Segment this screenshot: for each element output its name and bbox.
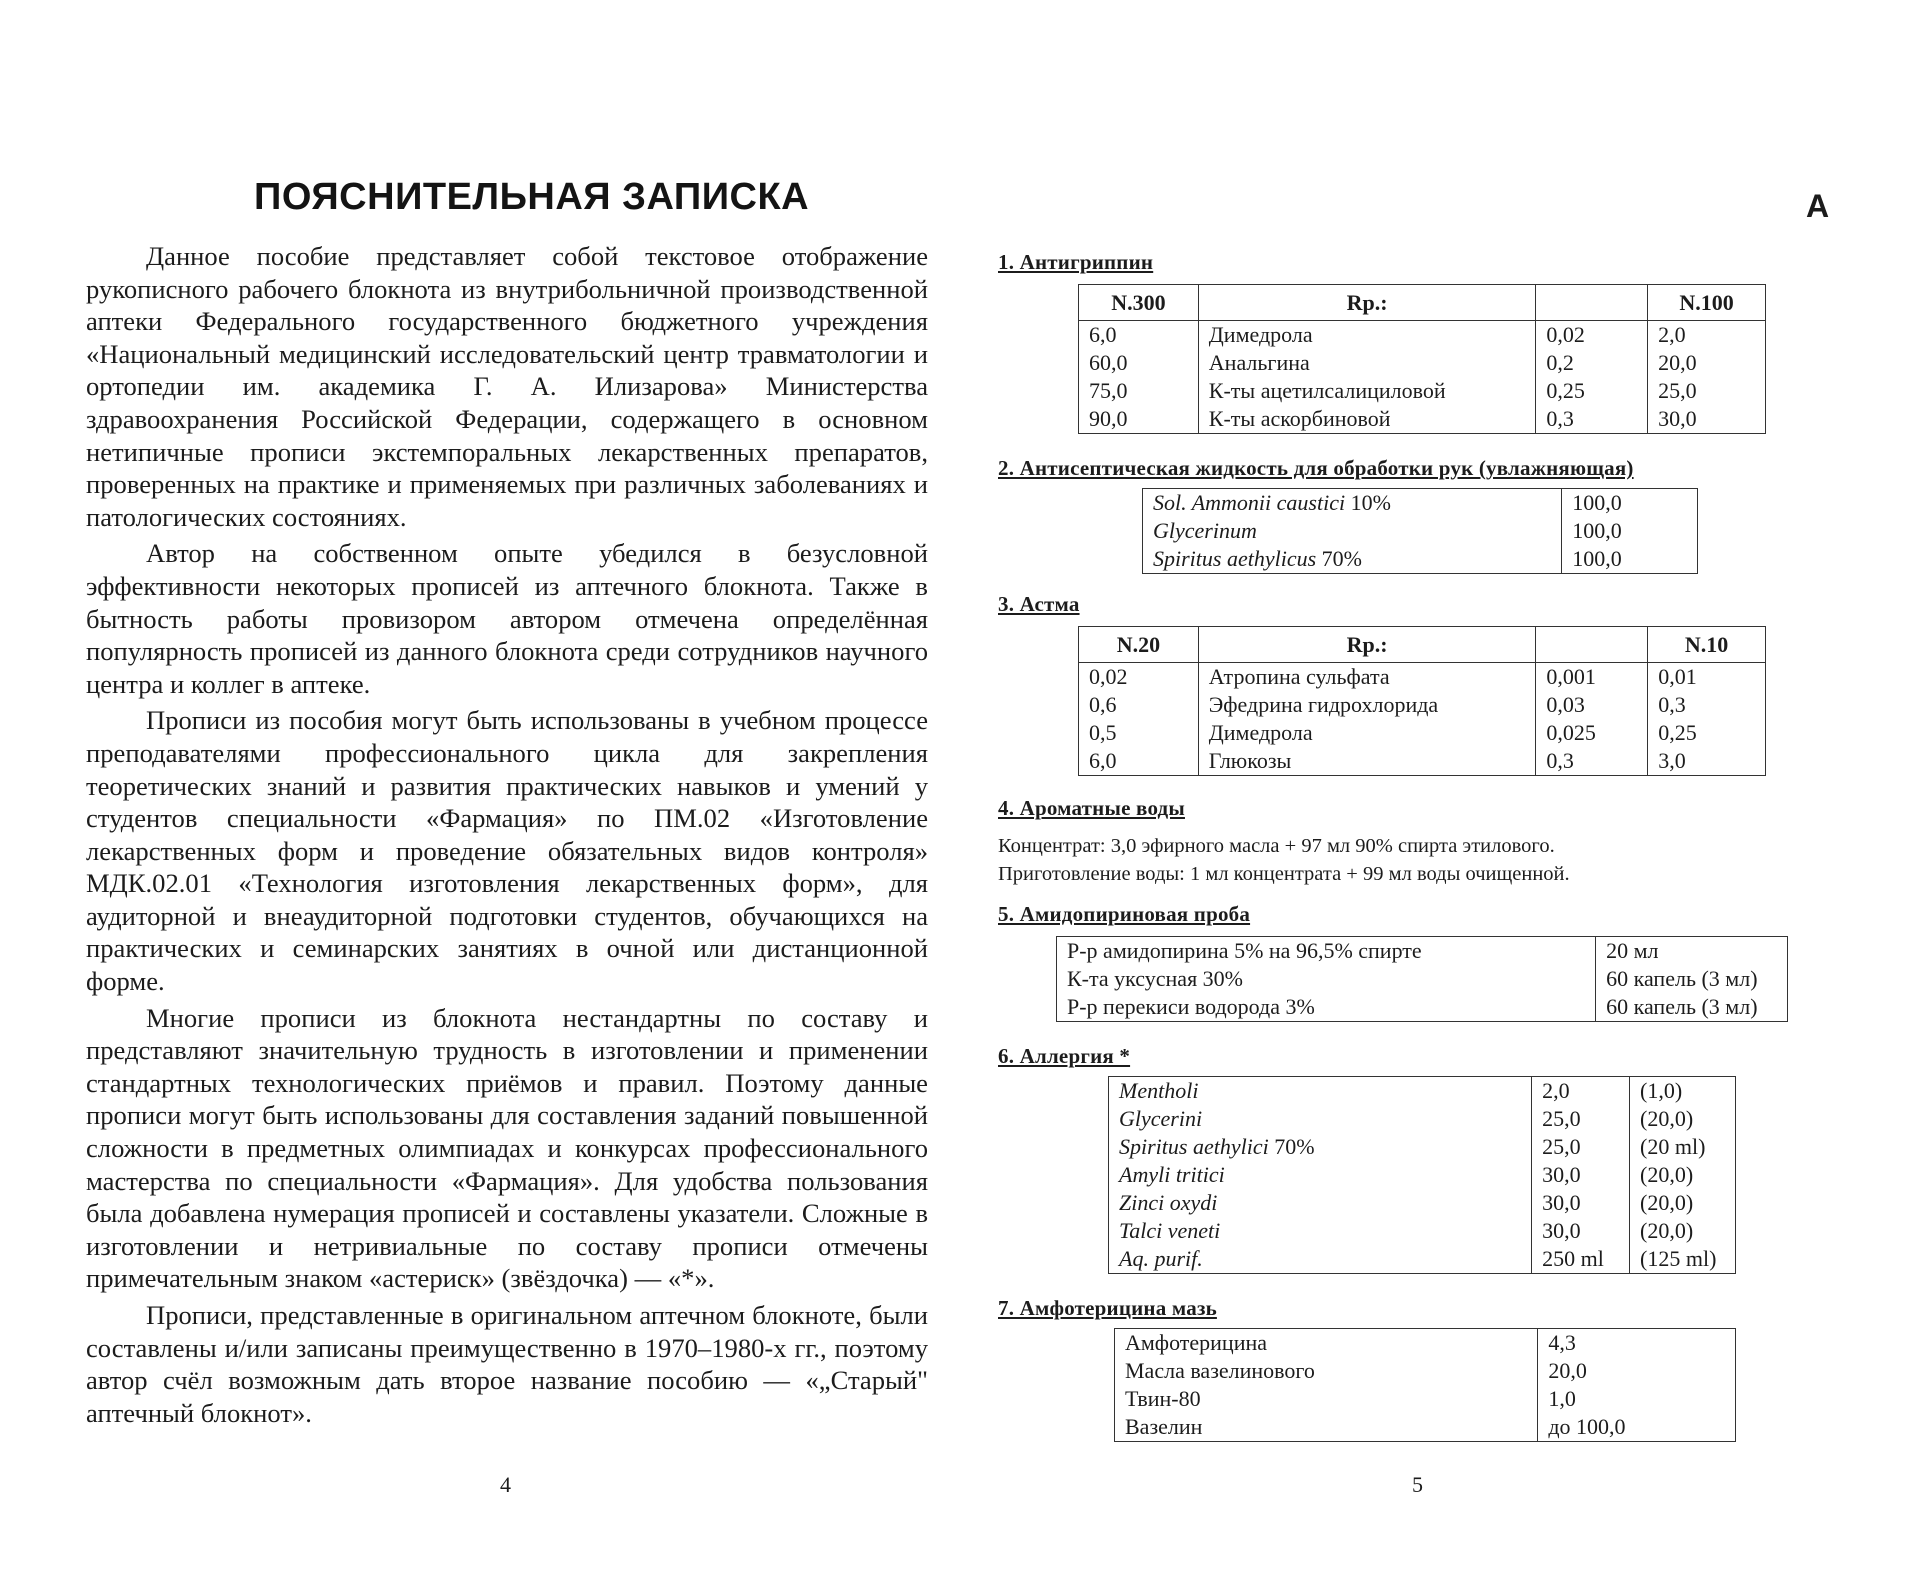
paragraph-5: Прописи, представленные в оригинальном аптечном блокноте, были составлены и/или записаны преимущественно в 1970–1980-х гг., поэтому автор счёл возможным дать второе название пособию — «„Старый" аптечный блокнот».: [86, 1300, 928, 1428]
cell: (20 ml): [1640, 1134, 1706, 1159]
section-letter: А: [1806, 188, 1830, 224]
paragraph-2: Автор на собственном опыте убедился в безусловной эффективности некоторых прописей из аптечного блокнота. Также в бытность работы провизором автором отмечена определённая популярность прописей из данного блокнота среди сотрудников научного центра и коллег в аптеке.: [86, 538, 928, 699]
table-row: [1079, 377, 1766, 405]
recipe-heading-2: 2. Антисептическая жидкость для обработки рук (увлажняющая): [998, 456, 1634, 480]
table-row: [1143, 545, 1698, 574]
table-row: [1115, 1385, 1736, 1413]
cell: 60 капель (3 мл): [1606, 994, 1758, 1019]
concentration: 10%: [1345, 490, 1391, 515]
cell: 0,2: [1536, 349, 1648, 377]
cell: К-ты аскорбиновой: [1198, 405, 1536, 434]
cell: 6,0: [1079, 321, 1199, 350]
cell: 20,0: [1548, 1358, 1587, 1383]
cell: 20 мл: [1606, 938, 1659, 963]
cell: 0,02: [1079, 663, 1199, 692]
latin-name: Glycerini: [1119, 1106, 1203, 1131]
cell: 25,0: [1658, 378, 1697, 403]
table-row: [1109, 1161, 1736, 1189]
latin-name: Spiritus aethylicus: [1153, 546, 1317, 571]
header-cell: [1536, 285, 1648, 321]
header-cell: N.20: [1079, 627, 1199, 663]
recipe-table-5: [1056, 936, 1788, 1022]
latin-name: Talci veneti: [1119, 1218, 1221, 1243]
recipe-note-line-2: Приготовление воды: 1 мл концентрата + 99 мл воды очищенной.: [998, 863, 1570, 885]
cell: 30,0: [1532, 1189, 1630, 1217]
cell: 20,0: [1658, 350, 1697, 375]
header-cell: N.300: [1079, 285, 1199, 321]
cell: 0,3: [1536, 405, 1648, 434]
cell: Амфотерицина: [1115, 1329, 1538, 1358]
table-row: [1109, 1105, 1736, 1133]
header-cell: [1536, 627, 1648, 663]
cell: 0,25: [1658, 720, 1697, 745]
table-row: [1109, 1077, 1736, 1106]
cell: 100,0: [1572, 490, 1622, 515]
cell: 0,6: [1079, 691, 1199, 719]
cell: 0,3: [1536, 747, 1648, 776]
cell: [1109, 1189, 1532, 1217]
cell: Димедрола: [1198, 321, 1536, 350]
cell: 75,0: [1079, 377, 1199, 405]
cell: [1109, 1077, 1532, 1106]
cell: Твин-80: [1115, 1385, 1538, 1413]
recipe-table-7: [1114, 1328, 1736, 1442]
latin-name: Glycerinum: [1153, 518, 1257, 543]
cell: 90,0: [1079, 405, 1199, 434]
cell: [1143, 545, 1562, 574]
table-row: [1079, 719, 1766, 747]
cell: 30,0: [1658, 406, 1697, 431]
recipe-heading-7: 7. Амфотерицина мазь: [998, 1296, 1217, 1320]
table-header-row: [1079, 627, 1766, 663]
page-number-left: 4: [500, 1472, 511, 1497]
table-row: [1079, 747, 1766, 776]
cell: 6,0: [1079, 747, 1199, 776]
table-row: [1079, 321, 1766, 350]
cell: 100,0: [1572, 546, 1622, 571]
cell: Атропина сульфата: [1198, 663, 1536, 692]
cell: до 100,0: [1548, 1414, 1626, 1439]
cell: (20,0): [1640, 1106, 1694, 1131]
cell: (125 ml): [1640, 1246, 1717, 1271]
table-row: [1109, 1217, 1736, 1245]
table-row: [1079, 691, 1766, 719]
cell: 25,0: [1532, 1133, 1630, 1161]
cell: Вазелин: [1115, 1413, 1538, 1442]
cell: 4,3: [1548, 1330, 1576, 1355]
cell: (20,0): [1640, 1218, 1694, 1243]
cell: 0,02: [1536, 321, 1648, 350]
cell: (20,0): [1640, 1162, 1694, 1187]
latin-name: Amyli tritici: [1119, 1162, 1225, 1187]
paragraph-4: Многие прописи из блокнота нестандартны по составу и представляют значительную трудность в изготовлении и применении стандартных технологических приёмов и правил. Поэтому данные прописи могут быть использованы для составления заданий повышенной сложности в предметных олимпиадах и конкурсах профессионального мастерства по специальности «Фармация». Для удобства пользования была добавлена нумерация прописей и составлены указатели. Сложные в изготовлении и нетривиальные по составу прописи отмечены примечательным знаком «астериск» (звёздочка) — «*».: [86, 1002, 928, 1294]
cell: Димедрола: [1198, 719, 1536, 747]
recipe-table-1: [1078, 284, 1766, 434]
cell: 0,03: [1536, 691, 1648, 719]
cell: [1109, 1133, 1532, 1161]
cell: [1109, 1245, 1532, 1274]
paragraph-3: Прописи из пособия могут быть использованы в учебном процессе преподавателями профессионального цикла для закрепления теоретических знаний и развития практических навыков и умений у студентов специальности «Фармация» по ПМ.02 «Изготовление лекарственных форм и проведение обязательных видов контроля» МДК.02.01 «Технология изготовления лекарственных форм», для аудиторной и внеаудиторной подготовки студентов, обучающихся на практических и семинарских занятиях в очной или дистанционной форме.: [86, 705, 928, 997]
table-row: [1079, 663, 1766, 692]
cell: 0,025: [1536, 719, 1648, 747]
recipe-heading-4: 4. Ароматные воды: [998, 796, 1185, 820]
recipe-heading-3: 3. Астма: [998, 592, 1080, 616]
table-row: [1057, 937, 1788, 966]
cell: 0,001: [1536, 663, 1648, 692]
cell: Р-р амидопирина 5% на 96,5% спирте: [1057, 937, 1596, 966]
cell: 2,0: [1658, 322, 1686, 347]
cell: Эфедрина гидрохлорида: [1198, 691, 1536, 719]
cell: Анальгина: [1198, 349, 1536, 377]
header-cell: Rp.:: [1198, 285, 1536, 321]
cell: 0,3: [1658, 692, 1686, 717]
recipe-table-6: [1108, 1076, 1736, 1274]
latin-name: Mentholi: [1119, 1078, 1199, 1103]
cell: 30,0: [1532, 1217, 1630, 1245]
paragraph-1: Данное пособие представляет собой текстовое отображение рукописного рабочего блокнота из внутрибольничной производственной аптеки Федерального государственного бюджетного учреждения «Национальный медицинский исследовательский центр травматологии и ортопедии им. академика Г. А. Илизарова» Министерства здравоохранения Российской Федерации, содержащего в основном нетипичные прописи экстемпоральных лекарственных препаратов, проверенных на практике и применяемых при различных заболеваниях и патологических состояниях.: [86, 241, 928, 532]
cell: 25,0: [1532, 1105, 1630, 1133]
concentration: 70%: [1268, 1134, 1315, 1159]
cell: 250 ml: [1532, 1245, 1630, 1274]
table-header-row: [1079, 285, 1766, 321]
cell: (20,0): [1640, 1190, 1694, 1215]
table-row: [1109, 1133, 1736, 1161]
cell: [1143, 517, 1562, 545]
recipe-table-2: [1142, 488, 1698, 574]
table-row: [1143, 489, 1698, 518]
cell: Глюкозы: [1198, 747, 1536, 776]
table-row: [1057, 993, 1788, 1022]
cell: [1109, 1105, 1532, 1133]
cell: К-ты ацетилсалициловой: [1198, 377, 1536, 405]
cell: (1,0): [1640, 1078, 1683, 1103]
cell: 60 капель (3 мл): [1606, 966, 1758, 991]
explanatory-note-text: [86, 240, 928, 1429]
page-title: ПОЯСНИТЕЛЬНАЯ ЗАПИСКА: [254, 176, 810, 218]
cell: 0,5: [1079, 719, 1199, 747]
cell: 1,0: [1548, 1386, 1576, 1411]
latin-name: Sol. Ammonii caustici: [1153, 490, 1346, 515]
cell: 3,0: [1658, 748, 1686, 773]
header-cell: N.100: [1648, 285, 1766, 321]
cell: 0,25: [1536, 377, 1648, 405]
recipe-table-3: [1078, 626, 1766, 776]
recipe-heading-6: 6. Аллергия *: [998, 1044, 1131, 1068]
page-number-right: 5: [1412, 1472, 1423, 1497]
table-row: [1115, 1357, 1736, 1385]
cell: Р-р перекиси водорода 3%: [1057, 993, 1596, 1022]
cell: 100,0: [1572, 518, 1622, 543]
header-cell: Rp.:: [1198, 627, 1536, 663]
cell: [1143, 489, 1562, 518]
latin-name: Spiritus aethylici: [1119, 1134, 1269, 1159]
table-row: [1079, 349, 1766, 377]
cell: 0,01: [1658, 664, 1697, 689]
cell: 2,0: [1532, 1077, 1630, 1106]
cell: К-та уксусная 30%: [1057, 965, 1596, 993]
cell: 30,0: [1532, 1161, 1630, 1189]
cell: [1109, 1217, 1532, 1245]
table-row: [1143, 517, 1698, 545]
recipe-heading-5: 5. Амидопириновая проба: [998, 902, 1251, 926]
concentration: 70%: [1316, 546, 1362, 571]
table-row: [1109, 1189, 1736, 1217]
recipe-note-line-1: Концентрат: 3,0 эфирного масла + 97 мл 90% спирта этилового.: [998, 835, 1555, 857]
cell: [1109, 1161, 1532, 1189]
table-row: [1115, 1413, 1736, 1442]
recipe-heading-1: 1. Антигриппин: [998, 250, 1154, 274]
latin-name: Aq. purif.: [1119, 1246, 1203, 1271]
latin-name: Zinci oxydi: [1119, 1190, 1218, 1215]
cell: 60,0: [1079, 349, 1199, 377]
table-row: [1115, 1329, 1736, 1358]
header-cell: N.10: [1648, 627, 1766, 663]
table-row: [1057, 965, 1788, 993]
table-row: [1079, 405, 1766, 434]
table-row: [1109, 1245, 1736, 1274]
cell: Масла вазелинового: [1115, 1357, 1538, 1385]
